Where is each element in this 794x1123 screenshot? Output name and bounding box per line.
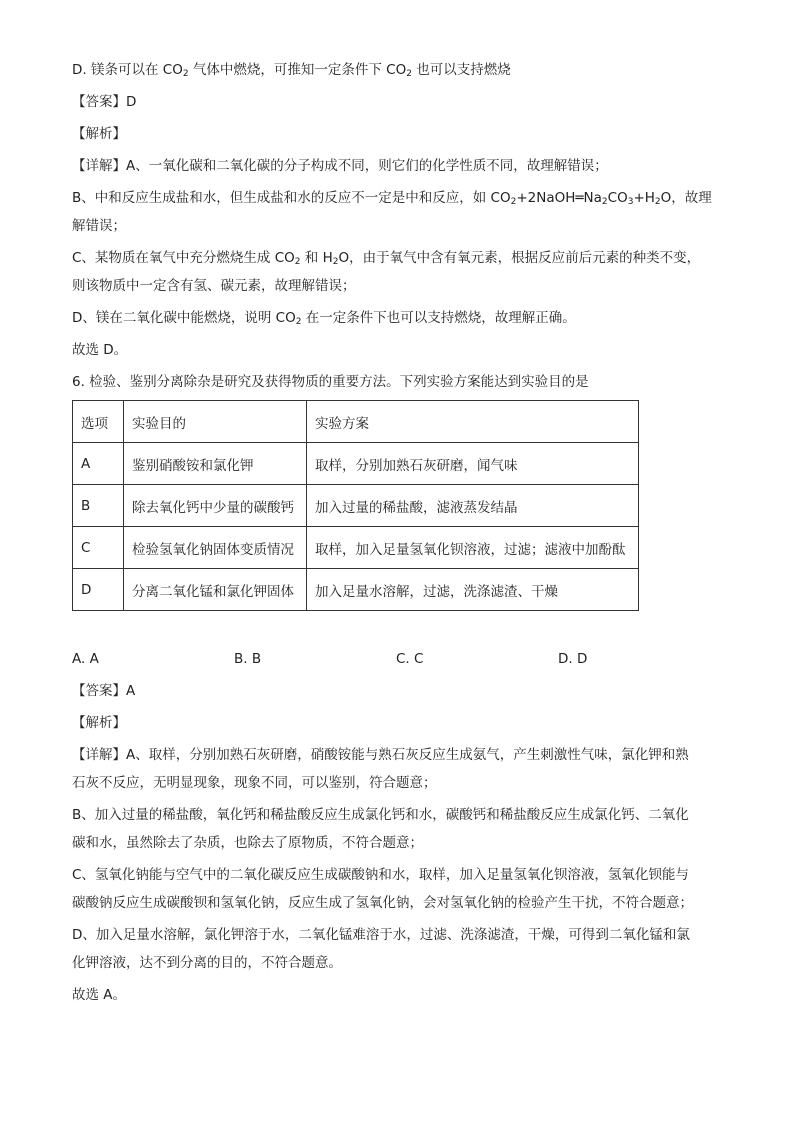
q5-conclusion: 故选 D。 [72, 342, 128, 358]
choice-a: A. A [72, 651, 99, 667]
table-cell: 检验氢氧化钠固体变质情况 [124, 527, 307, 569]
table-row [73, 485, 639, 527]
table-cell: B [73, 485, 124, 527]
table-cell: 加入足量水溶解，过滤，洗涤滤渣、干燥 [307, 569, 639, 611]
document-page [72, 60, 722, 1005]
table-cell: D [73, 569, 124, 611]
q6-answer: 【答案】A [72, 683, 136, 699]
q6-analysis-line: 碳酸钠反应生成碳酸钡和氢氧化钠，反应生成了氢氧化钠，会对氢氧化钠的检验产生干扰，不符合题意； [72, 895, 693, 911]
table-header-cell: 实验目的 [124, 401, 307, 443]
q6-analysis-line: 石灰不反应，无明显现象，现象不同，可以鉴别，符合题意； [72, 775, 437, 791]
q5-answer: 【答案】D [72, 94, 137, 110]
q6-analysis-line: C、氢氧化钠能与空气中的二氧化碳反应生成碳酸钠和水，取样，加入足量氢氧化钡溶液，氢氧化钡能与 [72, 867, 689, 883]
table-cell: C [73, 527, 124, 569]
q5-detail-a: 【详解】A、一氧化碳和二氧化碳的分子构成不同，则它们的化学性质不同，故理解错误； [72, 158, 608, 174]
choice-d: D. D [558, 651, 588, 667]
q6-choices [72, 649, 722, 669]
q6-conclusion: 故选 A。 [72, 987, 127, 1003]
q6-options-table [72, 400, 639, 611]
table-row [73, 527, 639, 569]
table-row [73, 569, 639, 611]
table-cell: 取样，分别加熟石灰研磨，闻气味 [307, 443, 639, 485]
q6-analysis-label: 【解析】 [72, 715, 126, 731]
q6-analysis-line: 化钾溶液，达不到分离的目的，不符合题意。 [72, 955, 342, 971]
q5-option-d: D. 镁条可以在 $CO_2$ 气体中燃烧，可推知一定条件下 $CO_2$ 也可以支持燃烧 [72, 62, 511, 79]
q5-analysis-label: 【解析】 [72, 126, 126, 142]
table-cell: A [73, 443, 124, 485]
table-header-row [73, 401, 639, 443]
q5-detail-c: C、某物质在氧气中充分燃烧生成 $CO_2$ 和 $H_2O$，由于氧气中含有氧元素，根据反应前后元素的种类不变， [72, 250, 701, 267]
q5-detail-d: D、镁在二氧化碳中能燃烧，说明 $CO_2$ 在一定条件下也可以支持燃烧，故理解正确。 [72, 310, 576, 327]
choice-b: B. B [234, 651, 262, 667]
table-cell: 加入过量的稀盐酸，滤液蒸发结晶 [307, 485, 639, 527]
table-cell: 取样，加入足量氢氧化钡溶液，过滤；滤液中加酚酞 [307, 527, 639, 569]
table-cell: 除去氧化钙中少量的碳酸钙 [124, 485, 307, 527]
table-header-cell: 选项 [73, 401, 124, 443]
q6-analysis-line: 碳和水，虽然除去了杂质，也除去了原物质，不符合题意； [72, 835, 423, 851]
table-row [73, 443, 639, 485]
q6-stem: 6. 检验、鉴别分离除杂是研究及获得物质的重要方法。下列实验方案能达到实验目的是 [72, 374, 589, 390]
table-cell: 分离二氧化锰和氯化钾固体 [124, 569, 307, 611]
q5-detail-b-cont: 解错误； [72, 218, 126, 234]
q5-detail-c-cont: 则该物质中一定含有氢、碳元素，故理解错误； [72, 278, 356, 294]
choice-c: C. C [396, 651, 424, 667]
q6-analysis-line: B、加入过量的稀盐酸，氧化钙和稀盐酸反应生成氯化钙和水，碳酸钙和稀盐酸反应生成氯化钙、二氧化 [72, 807, 689, 823]
q6-analysis-line: D、加入足量水溶解，氯化钾溶于水，二氧化锰难溶于水，过滤、洗涤滤渣，干燥，可得到二氧化锰和氯 [72, 927, 690, 943]
q6-analysis-line: 【详解】A、取样，分别加熟石灰研磨，硝酸铵能与熟石灰反应生成氨气，产生刺激性气味，氯化钾和熟 [72, 747, 689, 763]
q5-detail-b: B、中和反应生成盐和水，但生成盐和水的反应不一定是中和反应，如 $CO_2+2NaOH═Na_2CO_3+H_2O$，故理 [72, 190, 712, 207]
table-cell: 鉴别硝酸铵和氯化钾 [124, 443, 307, 485]
table-header-cell: 实验方案 [307, 401, 639, 443]
